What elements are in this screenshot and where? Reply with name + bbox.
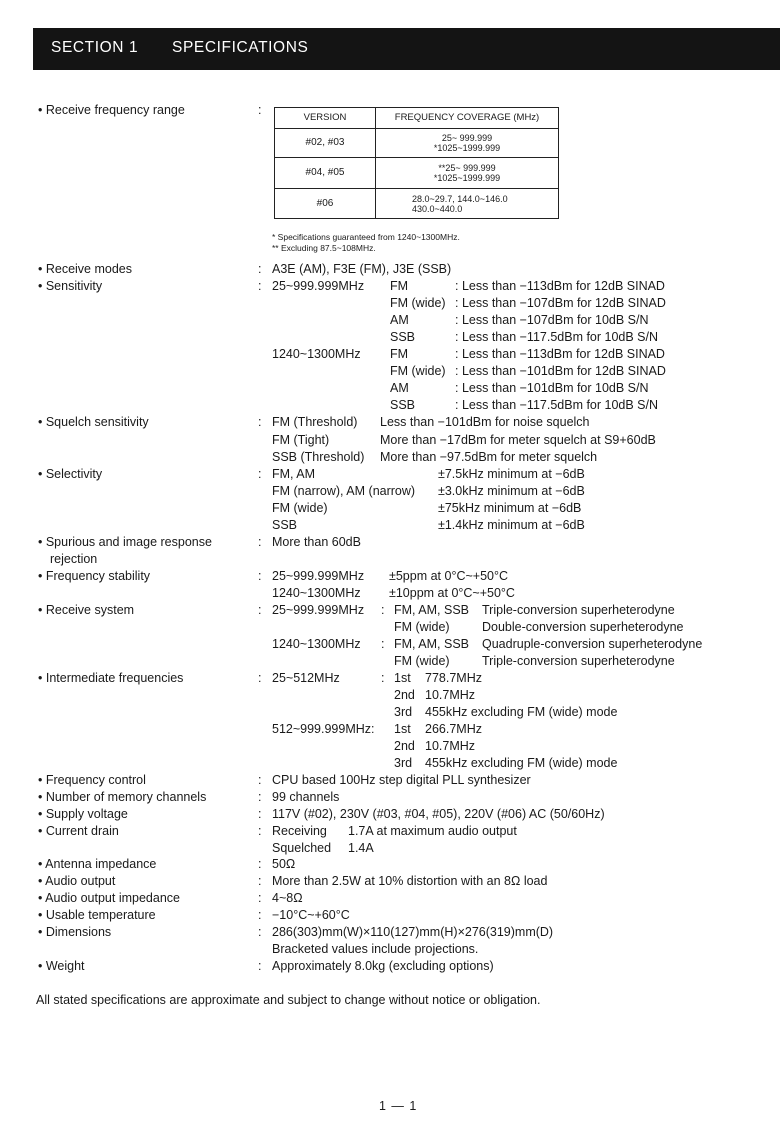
- spec-value-audio-output: More than 2.5W at 10% distortion with an 8Ω load: [272, 874, 548, 888]
- table-header-version: VERSION: [275, 108, 376, 129]
- receive-system-mode: FM (wide): [394, 654, 450, 668]
- table-row: [275, 129, 559, 158]
- page-number: 1 — 1: [379, 1099, 418, 1113]
- spec-label-stability: • Frequency stability: [38, 569, 151, 583]
- colon: :: [258, 279, 262, 293]
- spec-label-freq-control: • Frequency control: [38, 773, 146, 787]
- sensitivity-value: : Less than −117.5dBm for 10dB S/N: [455, 398, 659, 412]
- squelch-value: Less than −101dBm for noise squelch: [380, 415, 590, 429]
- colon: :: [258, 467, 262, 481]
- sensitivity-mode: AM: [390, 381, 409, 395]
- sensitivity-mode: SSB: [390, 398, 416, 412]
- colon: :: [258, 908, 262, 922]
- sensitivity-mode: AM: [390, 313, 409, 327]
- table-cell-coverage: [376, 189, 559, 219]
- current-mode: Receiving: [272, 824, 327, 838]
- coverage-line: 25~ 999.999: [441, 133, 493, 143]
- if-band-1: 25~512MHz: [272, 671, 340, 685]
- receive-system-mode: FM (wide): [394, 620, 450, 634]
- if-value: 10.7MHz: [425, 688, 476, 702]
- spec-value-spurious: More than 60dB: [272, 535, 361, 549]
- receive-system-band-1: 25~999.999MHz: [272, 603, 365, 617]
- stability-value: ±10ppm at 0°C~+50°C: [389, 586, 515, 600]
- if-order: 2nd: [394, 739, 415, 753]
- receive-system-mode: FM, AM, SSB: [394, 637, 470, 651]
- receive-system-value: Double-conversion superheterodyne: [482, 620, 684, 634]
- table-header-row: [275, 108, 559, 129]
- coverage-line: *1025~1999.999: [433, 143, 501, 153]
- section-number: SECTION 1: [51, 39, 139, 56]
- selectivity-value: ±1.4kHz minimum at −6dB: [438, 518, 585, 532]
- table-row: [275, 189, 559, 219]
- spec-label-memory: • Number of memory channels: [38, 790, 207, 804]
- spec-label-receive-modes: • Receive modes: [38, 262, 133, 276]
- coverage-line: *1025~1999.999: [433, 173, 501, 183]
- selectivity-value: ±7.5kHz minimum at −6dB: [438, 467, 585, 481]
- table-note-1: * Specifications guaranteed from 1240~1300MHz.: [272, 232, 460, 242]
- spec-value-dimensions: 286(303)mm(W)×110(127)mm(H)×276(319)mm(D): [272, 925, 554, 939]
- colon: :: [258, 824, 262, 838]
- squelch-mode: FM (Tight): [272, 433, 330, 447]
- squelch-mode: FM (Threshold): [272, 415, 358, 429]
- spec-label-frequency-range: • Receive frequency range: [38, 103, 185, 117]
- colon: :: [258, 857, 262, 871]
- colon: :: [258, 891, 262, 905]
- receive-system-sep: :: [381, 603, 385, 617]
- footer-note: All stated specifications are approximate and subject to change without notice or obligation.: [36, 993, 541, 1007]
- colon: :: [258, 569, 262, 583]
- if-order: 1st: [394, 671, 411, 685]
- current-value: 1.4A: [348, 841, 374, 855]
- stability-band: 1240~1300MHz: [272, 586, 361, 600]
- sensitivity-mode: FM (wide): [390, 364, 446, 378]
- sensitivity-value: : Less than −107dBm for 12dB SINAD: [455, 296, 666, 310]
- spec-label-spurious-cont: rejection: [50, 552, 98, 566]
- sensitivity-value: : Less than −117.5dBm for 10dB S/N: [455, 330, 659, 344]
- if-order: 3rd: [394, 705, 413, 719]
- selectivity-value: ±75kHz minimum at −6dB: [438, 501, 582, 515]
- spec-value-temperature: −10°C~+60°C: [272, 908, 350, 922]
- colon: :: [258, 103, 262, 117]
- table-cell-coverage: [376, 129, 559, 158]
- if-sep: :: [381, 671, 385, 685]
- receive-system-band-2: 1240~1300MHz: [272, 637, 361, 651]
- sensitivity-band-2: 1240~1300MHz: [272, 347, 361, 361]
- table-cell-version: #02, #03: [275, 129, 376, 158]
- table-cell-version: #06: [275, 189, 376, 219]
- sensitivity-value: : Less than −113dBm for 12dB SINAD: [455, 347, 665, 361]
- table-cell-coverage: [376, 158, 559, 189]
- spec-label-squelch: • Squelch sensitivity: [38, 415, 149, 429]
- current-value: 1.7A at maximum audio output: [348, 824, 517, 838]
- sensitivity-mode: FM (wide): [390, 296, 446, 310]
- table-cell-version: #04, #05: [275, 158, 376, 189]
- receive-system-value: Triple-conversion superheterodyne: [482, 654, 675, 668]
- squelch-value: More than −97.5dBm for meter squelch: [380, 450, 598, 464]
- spec-value-freq-control: CPU based 100Hz step digital PLL synthesizer: [272, 773, 531, 787]
- section-title: SPECIFICATIONS: [172, 39, 309, 56]
- spec-value-antenna: 50Ω: [272, 857, 296, 871]
- sensitivity-mode: FM: [390, 279, 409, 293]
- spec-label-sensitivity: • Sensitivity: [38, 279, 103, 293]
- spec-value-dimensions-note: Bracketed values include projections.: [272, 942, 479, 956]
- spec-label-dimensions: • Dimensions: [38, 925, 112, 939]
- selectivity-mode: SSB: [272, 518, 298, 532]
- if-value: 455kHz excluding FM (wide) mode: [425, 705, 618, 719]
- coverage-line: 28.0~29.7, 144.0~146.0: [412, 193, 508, 204]
- spec-label-if: • Intermediate frequencies: [38, 671, 184, 685]
- selectivity-mode: FM (narrow), AM (narrow): [272, 484, 416, 498]
- selectivity-value: ±3.0kHz minimum at −6dB: [438, 484, 585, 498]
- spec-label-antenna: • Antenna impedance: [38, 857, 157, 871]
- colon: :: [258, 671, 262, 685]
- spec-label-selectivity: • Selectivity: [38, 467, 103, 481]
- receive-system-sep: :: [381, 637, 385, 651]
- sensitivity-value: : Less than −101dBm for 10dB S/N: [455, 381, 649, 395]
- selectivity-mode: FM (wide): [272, 501, 328, 515]
- receive-system-mode: FM, AM, SSB: [394, 603, 470, 617]
- sensitivity-mode: FM: [390, 347, 409, 361]
- if-value: 266.7MHz: [425, 722, 482, 736]
- colon: :: [258, 925, 262, 939]
- colon: :: [258, 535, 262, 549]
- coverage-line: 430.0~440.0: [412, 203, 463, 214]
- if-value: 778.7MHz: [425, 671, 482, 685]
- frequency-coverage-table: [274, 107, 559, 219]
- sensitivity-value: : Less than −101dBm for 12dB SINAD: [455, 364, 666, 378]
- spec-label-weight: • Weight: [38, 959, 85, 973]
- squelch-value: More than −17dBm for meter squelch at S9+60dB: [380, 433, 656, 447]
- sensitivity-value: : Less than −107dBm for 10dB S/N: [455, 313, 649, 327]
- spec-value-receive-modes: A3E (AM), F3E (FM), J3E (SSB): [272, 262, 452, 276]
- receive-system-value: Quadruple-conversion superheterodyne: [482, 637, 703, 651]
- spec-value-supply: 117V (#02), 230V (#03, #04, #05), 220V (#06) AC (50/60Hz): [272, 807, 605, 821]
- if-order: 3rd: [394, 756, 413, 770]
- if-value: 10.7MHz: [425, 739, 476, 753]
- colon: :: [258, 773, 262, 787]
- section-header: [33, 28, 780, 70]
- colon: :: [258, 874, 262, 888]
- stability-value: ±5ppm at 0°C~+50°C: [389, 569, 509, 583]
- colon: :: [258, 415, 262, 429]
- colon: :: [258, 603, 262, 617]
- stability-band: 25~999.999MHz: [272, 569, 365, 583]
- spec-value-audio-impedance: 4~8Ω: [272, 891, 303, 905]
- spec-label-spurious: • Spurious and image response: [38, 535, 212, 549]
- colon: :: [258, 790, 262, 804]
- table-header-coverage: FREQUENCY COVERAGE (MHz): [376, 108, 559, 129]
- spec-label-audio-output: • Audio output: [38, 874, 116, 888]
- if-order: 2nd: [394, 688, 415, 702]
- table-note-2: ** Excluding 87.5~108MHz.: [272, 243, 376, 253]
- spec-label-receive-system: • Receive system: [38, 603, 135, 617]
- if-value: 455kHz excluding FM (wide) mode: [425, 756, 618, 770]
- spec-label-temperature: • Usable temperature: [38, 908, 156, 922]
- if-order: 1st: [394, 722, 411, 736]
- receive-system-value: Triple-conversion superheterodyne: [482, 603, 675, 617]
- if-band-2: 512~999.999MHz:: [272, 722, 375, 736]
- spec-value-memory: 99 channels: [272, 790, 340, 804]
- sensitivity-band-1: 25~999.999MHz: [272, 279, 365, 293]
- sensitivity-value: : Less than −113dBm for 12dB SINAD: [455, 279, 665, 293]
- current-mode: Squelched: [272, 841, 332, 855]
- table-row: [275, 158, 559, 189]
- spec-label-current: • Current drain: [38, 824, 119, 838]
- squelch-mode: SSB (Threshold): [272, 450, 365, 464]
- colon: :: [258, 262, 262, 276]
- selectivity-mode: FM, AM: [272, 467, 316, 481]
- coverage-line: **25~ 999.999: [438, 163, 496, 173]
- sensitivity-mode: SSB: [390, 330, 416, 344]
- spec-value-weight: Approximately 8.0kg (excluding options): [272, 959, 494, 973]
- colon: :: [258, 959, 262, 973]
- spec-label-supply: • Supply voltage: [38, 807, 128, 821]
- spec-label-audio-impedance: • Audio output impedance: [38, 891, 180, 905]
- colon: :: [258, 807, 262, 821]
